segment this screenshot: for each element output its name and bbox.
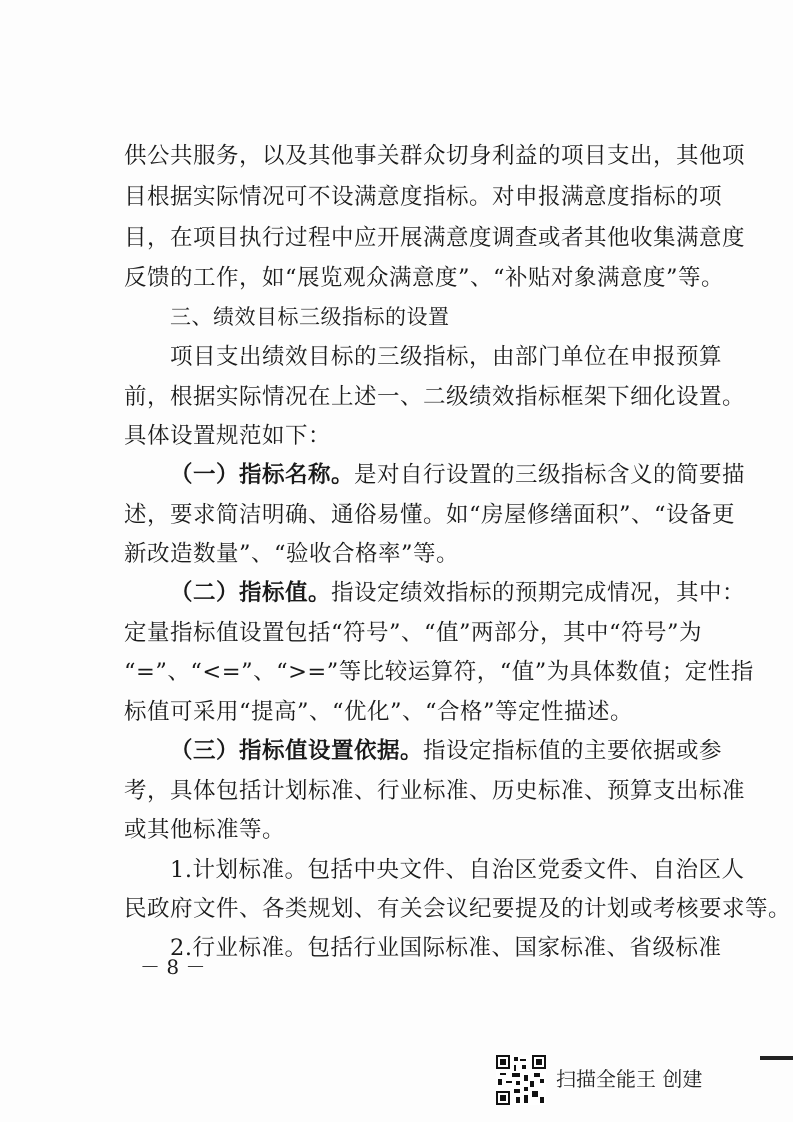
scanner-watermark-text: 扫描全能王 创建: [556, 1067, 703, 1091]
text-line: 考，具体包括计划标准、行业标准、历史标准、预算支出标准: [124, 778, 746, 804]
item-2-text: 指设定绩效指标的预期完成情况，其中：: [331, 580, 746, 606]
item-2-first-line: [170, 578, 745, 608]
text-line: 定量指标值设置包括“符号”、“值”两部分，其中“符号”为: [124, 620, 703, 646]
qr-code-icon: [496, 1055, 546, 1105]
text-line: 民政府文件、各类规划、有关会议纪要提及的计划或考核要求等。: [124, 896, 792, 922]
text-line: 1.计划标准。包括中央文件、自治区党委文件、自治区人: [170, 857, 745, 883]
text-line: 反馈的工作，如“展览观众满意度”、“补贴对象满意度”等。: [124, 265, 725, 291]
text-line: 新改造数量”、“验收合格率”等。: [124, 541, 460, 567]
text-line: 项目支出绩效目标的三级指标，由部门单位在申报预算: [170, 344, 723, 370]
text-line: 或其他标准等。: [124, 817, 286, 843]
item-3-title: （三）指标值设置依据。: [170, 738, 424, 764]
text-line: 具体设置规范如下：: [124, 423, 332, 449]
text-line: 标值可采用“提高”、“优化”、“合格”等定性描述。: [124, 699, 634, 725]
item-1-text: 是对自行设置的三级指标含义的简要描: [354, 462, 746, 488]
item-1-first-line: [170, 460, 745, 490]
scan-edge-mark: [760, 1056, 793, 1060]
text-line: 述，要求简洁明确、通俗易懂。如“房屋修缮面积”、“设备更: [124, 502, 736, 528]
text-line: 目根据实际情况可不设满意度指标。对申报满意度指标的项: [124, 184, 723, 210]
section-heading: 三、绩效目标三级指标的设置: [170, 305, 450, 329]
item-3-text: 指设定指标值的主要依据或参: [423, 738, 723, 764]
text-line: “=”、“<=”、“>=”等比较运算符，“值”为具体数值；定性指: [124, 659, 754, 685]
text-line: 前，根据实际情况在上述一、二级绩效指标框架下细化设置。: [124, 384, 746, 410]
text-line: 供公共服务，以及其他事关群众切身利益的项目支出，其他项: [124, 143, 746, 169]
item-2-title: （二）指标值。: [170, 580, 332, 606]
text-line: 2.行业标准。包括行业国际标准、国家标准、省级标准: [170, 935, 722, 961]
page-number: － 8 －: [140, 955, 206, 979]
item-1-title: （一）指标名称。: [170, 462, 355, 488]
item-3-first-line: [170, 736, 722, 766]
text-line: 目，在项目执行过程中应开展满意度调查或者其他收集满意度: [124, 225, 746, 251]
